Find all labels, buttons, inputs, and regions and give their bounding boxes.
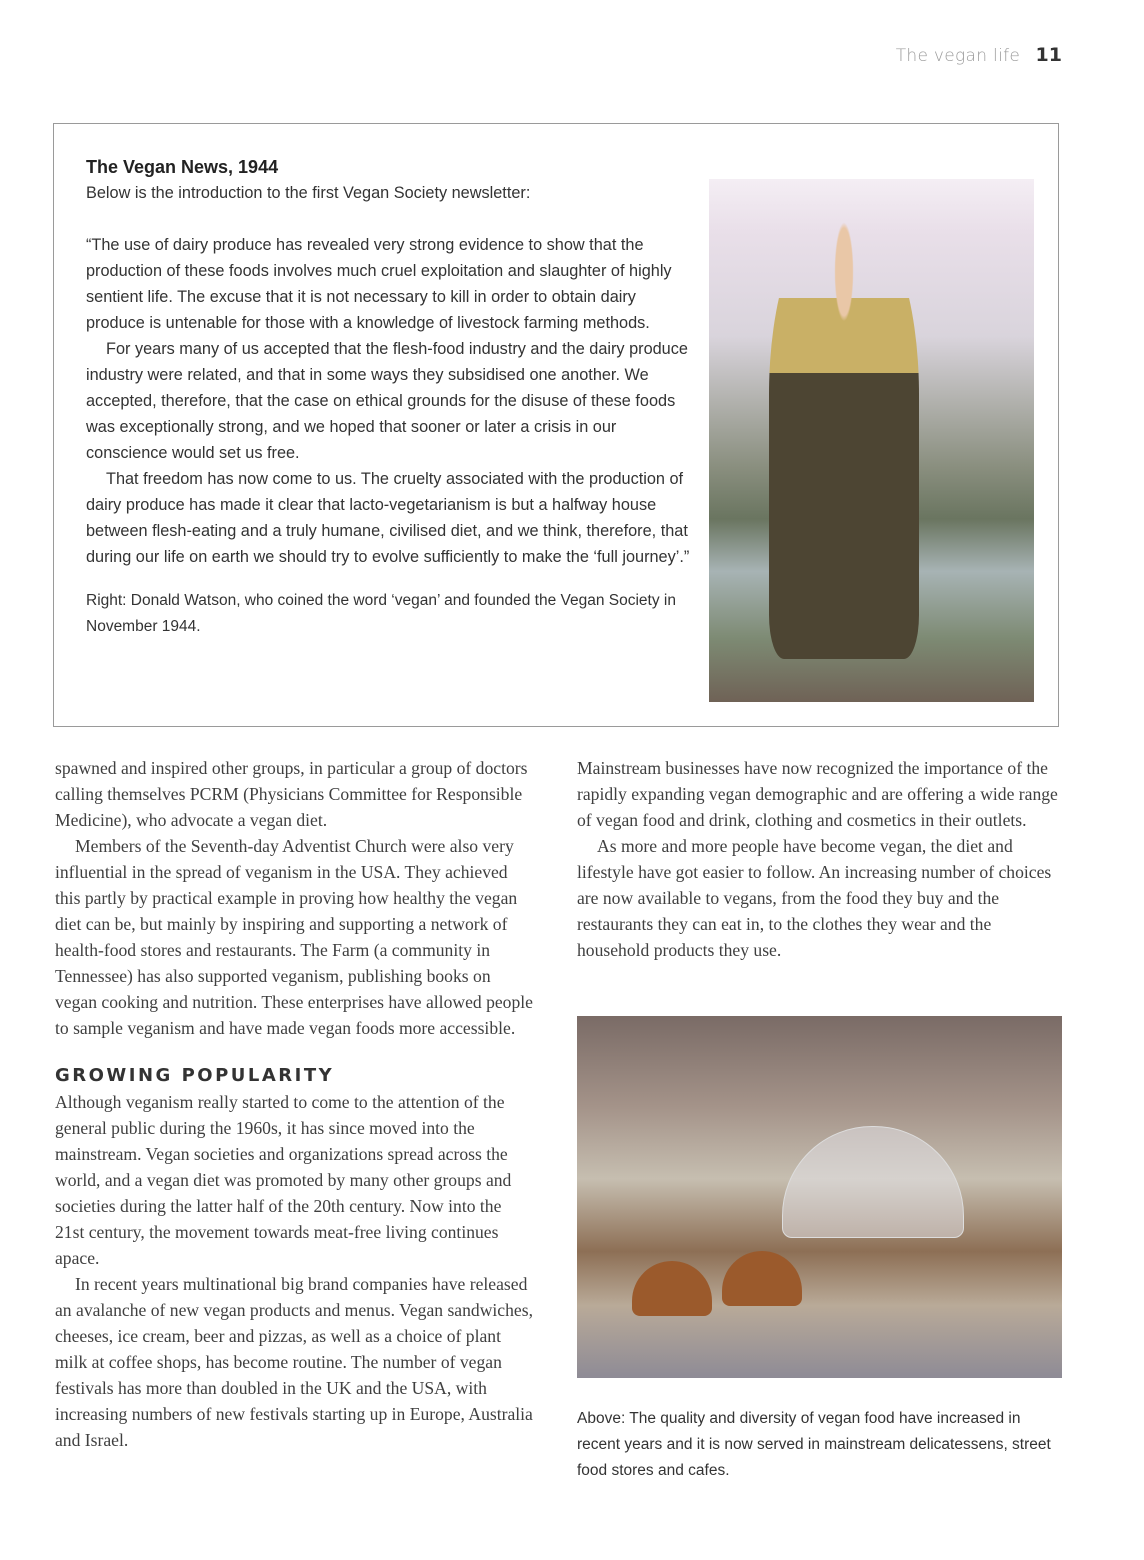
quote-paragraph: That freedom has now come to us. The cruelty associated with the production of dairy produce has made it clear that lacto-vegetarianism is but a halfway house between flesh-eating and a truly humane, civilised diet, and we think, therefore, that during our life on earth we should try to evolve sufficiently to make the ‘full journey’.” [86, 470, 690, 566]
photo-caption: Above: The quality and diversity of vegan food have increased in recent years and it is now served in mainstream delicatessens, street food stores and cafes. [577, 1410, 1051, 1479]
sidebar-title: The Vegan News, 1944 [86, 157, 279, 177]
sidebar-text [86, 154, 696, 640]
donald-watson-photo [709, 179, 1034, 702]
person-figure [769, 219, 919, 659]
burger [632, 1261, 712, 1316]
body-paragraph: Although veganism really started to come to the attention of the general public during the 1960s, it has since moved into the mainstream. Vegan societies and organizations spread across the world, and a vegan diet was promoted by many other groups and societies during the latter half of the 20th century. Now into the 21st century, the movement towards meat-free living continues apace. [55, 1092, 512, 1268]
photo-caption: Right: Donald Watson, who coined the word ‘vegan’ and founded the Vegan Society in November 1944. [86, 592, 676, 635]
body-paragraph: spawned and inspired other groups, in particular a group of doctors calling themselves PCRM (Physicians Committee for Responsible Medicine), who advocate a vegan diet. [55, 758, 528, 830]
page-header [896, 44, 1062, 66]
body-paragraph: In recent years multinational big brand companies have released an avalanche of new vegan products and menus. Vegan sandwiches, cheeses, ice cream, beer and pizzas, as well as a choice of plant milk at coffee shops, has become routine. The number of vegan festivals has more than doubled in the UK and the USA, with increasing numbers of new festivals starting up in Europe, Australia and Israel. [55, 1274, 533, 1450]
body-paragraph: Members of the Seventh-day Adventist Church were also very influential in the spread of veganism in the USA. They achieved this partly by practical example in proving how healthy the vegan diet can be, but mainly by inspiring and supporting a network of health-food stores and restaurants. The Farm (a community in Tennessee) has also supported veganism, publishing books on vegan cooking and nutrition. These enterprises have allowed people to sample veganism and have made vegan foods more accessible. [55, 836, 533, 1038]
body-paragraph: Mainstream businesses have now recognized the importance of the rapidly expanding vegan demographic and are offering a wide range of vegan food and drink, clothing and cosmetics in their outlets. [577, 758, 1058, 830]
left-column [55, 755, 535, 1453]
section-heading: GROWING POPULARITY [55, 1065, 335, 1086]
running-title: The vegan life [895, 46, 1021, 66]
quote-paragraph: “The use of dairy produce has revealed very strong evidence to show that the production of these foods involves much cruel exploitation and slaughter of highly sentient life. The excuse that it is not necessary to kill in order to obtain dairy produce is untenable for those with a knowledge of livestock farming methods. [86, 236, 672, 332]
page-number: 11 [1035, 44, 1062, 66]
vegan-food-stall-photo [577, 1016, 1062, 1378]
body-paragraph: As more and more people have become vegan, the diet and lifestyle have got easier to follow. An increasing number of choices are now available to vegans, from the food they buy and the restaurants they can eat in, to the clothes they wear and the household products they use. [577, 836, 1052, 960]
quote-paragraph: For years many of us accepted that the flesh-food industry and the dairy produce industry were related, and that in some ways they subsidised one another. We accepted, therefore, that the case on ethical grounds for the disuse of these foods was exceptionally strong, and we hoped that sooner or later a crisis in our conscience would set us free. [86, 340, 688, 462]
sidebar-intro: Below is the introduction to the first Vegan Society newsletter: [86, 184, 531, 202]
cake-dome [782, 1126, 964, 1238]
right-column [577, 755, 1059, 963]
burger [722, 1251, 802, 1306]
sidebar-box [53, 123, 1059, 727]
